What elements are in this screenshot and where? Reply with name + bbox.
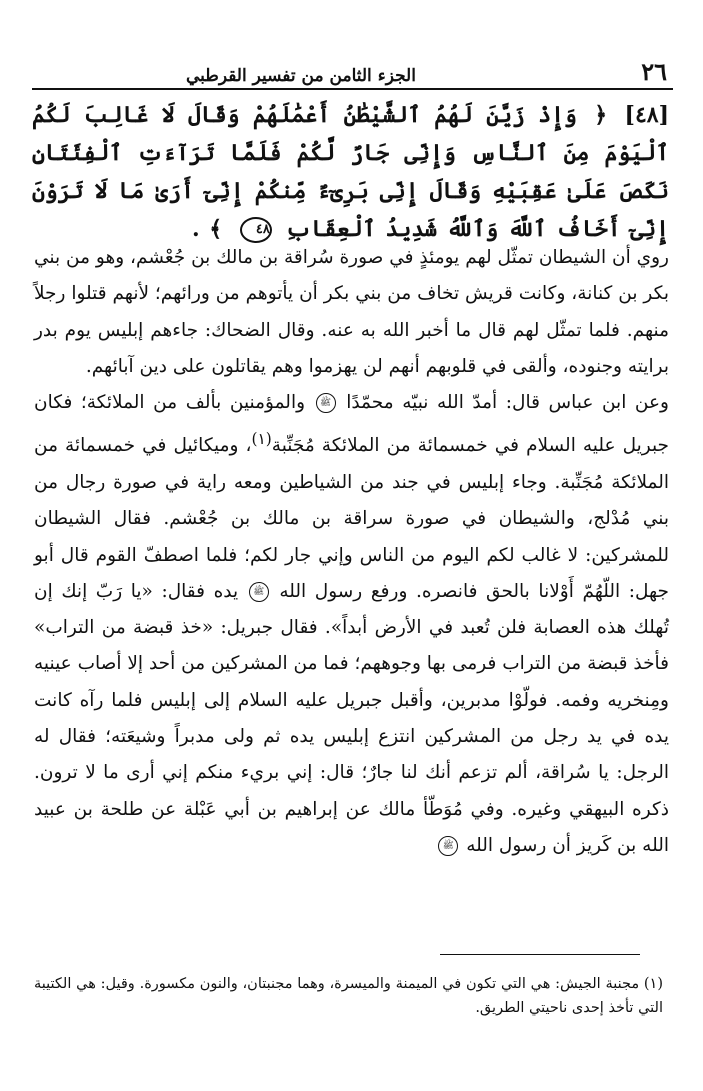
- page-number: ٢٦: [641, 57, 667, 86]
- paragraph: روي أن الشيطان تمثّل لهم يومئذٍ في صورة سُراقة بن مالك بن جُعْشم، وهو من بني بكر بن كنانة، وكانت قريش تخاف من بني بكر أن يأتوهم من ورائهم؛ لأنهم قتلوا رجلاً منهم. فلما تمثّل لهم قال ما أخبر الله به عنه. وقال الضحاك: جاءهم إبليس يوم بدر برايته وجنوده، وألقى في قلوبهم أنهم لن يهزموا وهم يقاتلون على دين آبائهم.: [34, 247, 669, 377]
- footnote-ref: (١): [251, 430, 272, 449]
- salawat-icon: ﷺ: [316, 393, 336, 413]
- paragraph: [34, 385, 669, 864]
- text-run: يده فقال: «يا رَبّ إنك إن تُهلك هذه العصابة فلن تُعبد في الأرض أبداً». فقال جبريل: «خذ قبضة من التراب» فأخذ قبضة من التراب فرمى بها وجوههم؛ فما من المشركين من أحد إلا أصاب عينيه ومِنخريه وفمه. فولّوْا مدبرين، وأقبل جبريل عليه السلام إلى إبليس فلما رآه كانت يده في يد رجل من المشركين انتزع إبليس يده ثم ولى مدبراً وشيعَته؛ فقال له الرجل: يا سُراقة، ألم تزعم أنك لنا جارٌ؛ قال: إني بريء منكم إني أرى ما لا ترون. ذكره البيهقي وغيره. وفي مُوَطّأ مالك عن إبراهيم بن أبي عَبْلة عن طلحة بن عبيد الله بن كَريز أن رسول الله: [34, 580, 669, 856]
- text-run: والمؤمنين بألف من الملائكة؛ فكان جبريل عليه السلام في خمسمائة من الملائكة مُجَنِّبة: [34, 392, 669, 457]
- salawat-icon: ﷺ: [249, 582, 269, 602]
- text-run: وعن ابن عباس قال: أمدّ الله نبيّه محمّدًا: [346, 392, 669, 414]
- footnote-text: (١) مجنبة الجيش: هي التي تكون في الميمنة والميسرة، وهما مجنبتان، والنون مكسورة. وقيل: هي الكتيبة التي تأخذ إحدى ناحيتي الطريق.: [34, 976, 663, 1016]
- footnote-rule: [440, 954, 640, 955]
- running-title: الجزء الثامن من تفسير القرطبي: [186, 66, 416, 86]
- verse-text: وَإِذْ زَيَّنَ لَهُمُ ٱلشَّيْطَٰنُ أَعْمَٰلَهُمْ وَقَالَ لَا غَالِبَ لَكُمُ ٱلْيَوْمَ مِنَ ٱلنَّاسِ وَإِنِّى جَارٌ لَّكُمْ فَلَمَّا تَرَآءَتِ ٱلْفِئَتَانِ نَكَصَ عَلَىٰ عَقِبَيْهِ وَقَالَ إِنِّى بَرِىٓءٌ مِّنكُمْ إِنِّىٓ أَرَىٰ مَا لَا تَرَوْنَ إِنِّىٓ أَخَافُ ٱللَّهَ وَٱللَّهُ شَدِيدُ ٱلْعِقَابِ: [32, 102, 669, 242]
- salawat-icon: ﷺ: [438, 836, 458, 856]
- commentary-body: [34, 240, 669, 864]
- verse-number: [٤٨]: [624, 102, 669, 128]
- quran-verse: [32, 96, 669, 242]
- ayah-marker-icon: ٤٨: [240, 217, 272, 243]
- page-header: [36, 56, 667, 86]
- verse-open-ornament: ﴿: [594, 102, 608, 128]
- verse-close-ornament: ﴾ .: [191, 216, 223, 242]
- footnote: [34, 972, 663, 1020]
- header-rule: [32, 88, 673, 90]
- text-run: ، وميكائيل في خمسمائة من الملائكة مُجَنِّبة. وجاء إبليس في جند من الشياطين ومعه راية في صورة رجال من بني مُدْلج، والشيطان في صورة سراقة بن مالك بن جُعْشم. فقال الشيطان للمشركين: لا غالب لكم اليوم من الناس وإني جار لكم؛ فلما اصطفّ القوم قال أبو جهل: اللّهُمّ أَوْلانا بالحق فانصره. ورفع رسول الله: [34, 435, 669, 602]
